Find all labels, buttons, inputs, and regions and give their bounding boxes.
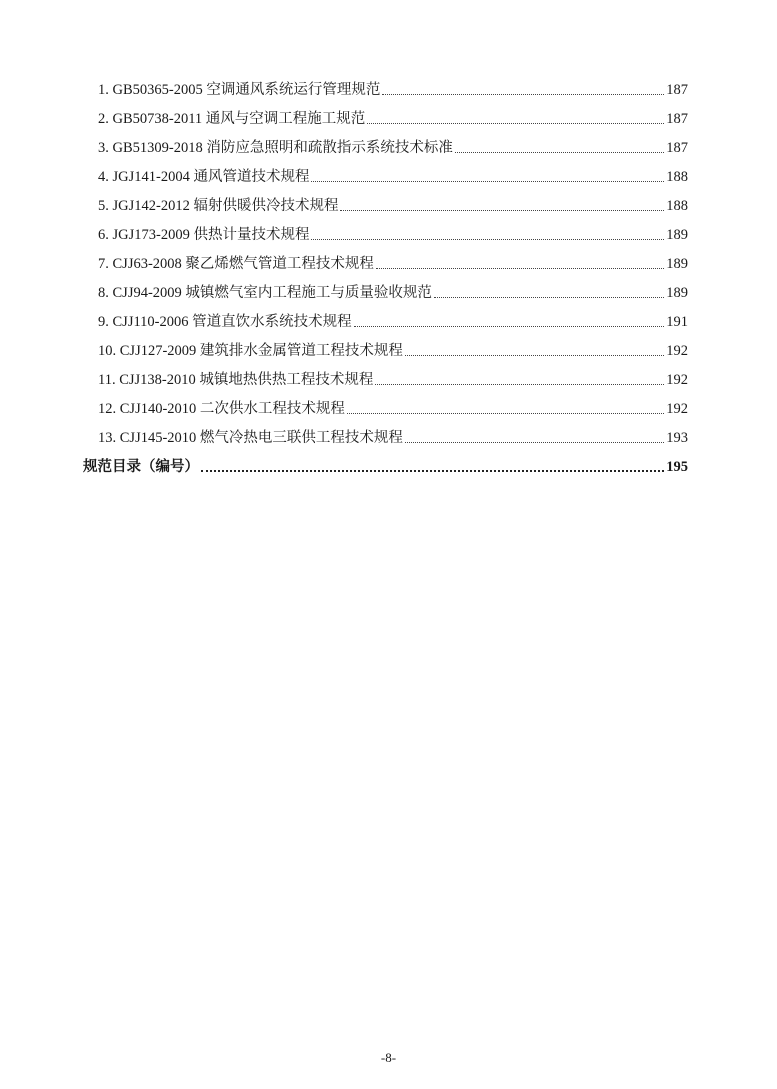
toc-entry-label: 7. CJJ63-2008 聚乙烯燃气管道工程技术规程 [98, 256, 374, 272]
toc-entry-page: 192 [666, 372, 688, 388]
toc-entry-label: 6. JGJ173-2009 供热计量技术规程 [98, 227, 310, 243]
toc-entry-page: 192 [666, 401, 688, 417]
toc-entry[interactable] [98, 367, 688, 389]
dot-leader [311, 180, 664, 182]
toc-entry-page: 189 [666, 256, 688, 272]
toc-summary-page: 195 [666, 459, 688, 475]
dot-leader [201, 469, 664, 472]
toc-entry-page: 189 [666, 227, 688, 243]
toc-entry-label: 1. GB50365-2005 空调通风系统运行管理规范 [98, 82, 381, 98]
dot-leader [340, 209, 664, 211]
toc-entry-label: 13. CJJ145-2010 燃气冷热电三联供工程技术规程 [98, 430, 403, 446]
dot-leader [455, 151, 664, 153]
toc-entry[interactable] [98, 135, 688, 157]
dot-leader [405, 354, 664, 356]
toc-entry-page: 188 [666, 198, 688, 214]
toc-entry-page: 193 [666, 430, 688, 446]
toc-entry-page: 187 [666, 111, 688, 127]
toc-summary-entry[interactable] [83, 454, 688, 476]
toc-entry[interactable] [98, 425, 688, 447]
dot-leader [382, 93, 664, 95]
toc-entry[interactable] [98, 193, 688, 215]
toc-entry-label: 3. GB51309-2018 消防应急照明和疏散指示系统技术标准 [98, 140, 453, 156]
toc-entry-page: 187 [666, 140, 688, 156]
toc-entry[interactable] [98, 338, 688, 360]
toc-entry[interactable] [98, 222, 688, 244]
toc-entry[interactable] [98, 251, 688, 273]
toc-entry[interactable] [98, 164, 688, 186]
toc-entry-label: 4. JGJ141-2004 通风管道技术规程 [98, 169, 310, 185]
toc-entry[interactable] [98, 106, 688, 128]
toc-entry-page: 187 [666, 82, 688, 98]
dot-leader [354, 325, 665, 327]
toc-entry[interactable] [98, 396, 688, 418]
toc-entry[interactable] [98, 309, 688, 331]
page-number: -8- [380, 1050, 397, 1065]
toc-entry-label: 10. CJJ127-2009 建筑排水金属管道工程技术规程 [98, 343, 403, 359]
toc-entry[interactable] [98, 77, 688, 99]
toc-summary-label: 规范目录（编号） [83, 459, 199, 475]
toc-entry-label: 9. CJJ110-2006 管道直饮水系统技术规程 [98, 314, 352, 330]
toc-entry-page: 189 [666, 285, 688, 301]
dot-leader [347, 412, 664, 414]
toc-entry-label: 12. CJJ140-2010 二次供水工程技术规程 [98, 401, 345, 417]
toc-entry[interactable] [98, 280, 688, 302]
toc-entry-label: 5. JGJ142-2012 辐射供暖供冷技术规程 [98, 198, 339, 214]
toc-entry-label: 2. GB50738-2011 通风与空调工程施工规范 [98, 111, 366, 127]
toc-entry-page: 191 [666, 314, 688, 330]
dot-leader [375, 383, 664, 385]
toc-entry-label: 11. CJJ138-2010 城镇地热供热工程技术规程 [98, 372, 374, 388]
toc-entry-page: 188 [666, 169, 688, 185]
dot-leader [367, 122, 664, 124]
dot-leader [376, 267, 664, 269]
dot-leader [434, 296, 664, 298]
dot-leader [311, 238, 664, 240]
toc-entry-label: 8. CJJ94-2009 城镇燃气室内工程施工与质量验收规范 [98, 285, 432, 301]
dot-leader [405, 441, 664, 443]
toc-entry-page: 192 [666, 343, 688, 359]
